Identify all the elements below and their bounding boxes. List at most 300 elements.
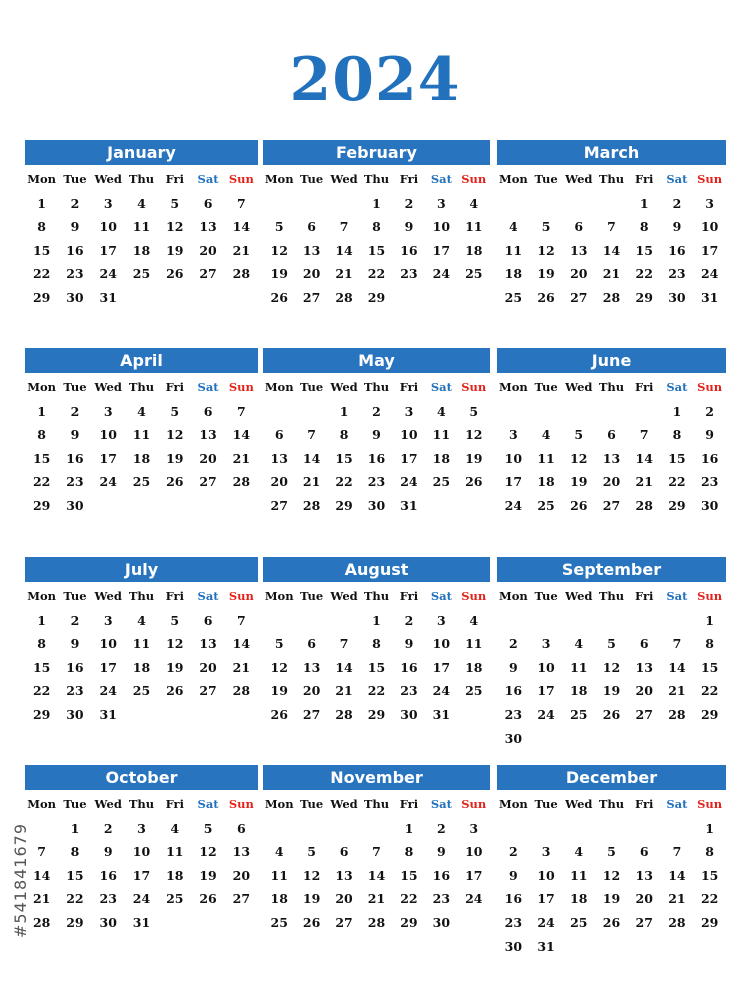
day-cell: 4 [509, 219, 518, 235]
weekday-label: Sun [697, 380, 723, 394]
day-cell: 14 [668, 659, 686, 675]
empty-cell [661, 817, 694, 841]
day-cell: 15 [668, 450, 686, 466]
day-cell: 1 [37, 195, 46, 211]
day-cell: 22 [32, 266, 51, 282]
day-cell: 25 [504, 289, 523, 305]
empty-cell [263, 817, 295, 841]
day-cell: 30 [432, 914, 451, 930]
weekday-label: Wed [565, 172, 593, 186]
day-cell: 7 [339, 636, 349, 652]
day-cell: 2 [70, 195, 80, 211]
day-cell: 26 [602, 706, 621, 722]
weekday-label: Mon [264, 589, 294, 603]
day-cell: 30 [66, 497, 84, 513]
day-cell: 4 [137, 195, 146, 211]
month-header: October [25, 765, 258, 790]
day-cell: 11 [132, 636, 151, 652]
month-february [263, 140, 490, 310]
day-cell: 7 [236, 612, 246, 628]
weekday-label: Sun [461, 797, 487, 811]
day-cell: 8 [37, 427, 46, 443]
day-cell: 12 [166, 427, 184, 443]
month-october [25, 765, 258, 935]
day-cell: 24 [99, 683, 117, 699]
day-cell: 2 [705, 403, 714, 419]
day-cell: 26 [537, 289, 555, 305]
day-cell: 26 [166, 266, 184, 282]
day-cell: 1 [339, 403, 349, 419]
weekday-label: Thu [363, 797, 390, 811]
day-cell: 13 [302, 659, 321, 675]
weekday-label: Fri [165, 797, 184, 811]
day-cell: 25 [465, 266, 483, 282]
empty-cell [661, 609, 694, 633]
day-cell: 17 [504, 474, 523, 490]
empty-cell [328, 609, 360, 633]
day-cell: 14 [367, 867, 386, 883]
day-cell: 9 [672, 219, 682, 235]
weekday-label: Sat [430, 172, 452, 186]
day-cell: 10 [432, 636, 451, 652]
day-cell: 13 [635, 659, 653, 675]
day-cell: 14 [602, 242, 621, 258]
day-cell: 15 [367, 242, 386, 258]
day-cell: 5 [574, 427, 584, 443]
day-cell: 10 [99, 219, 117, 235]
day-cell: 9 [404, 219, 414, 235]
day-cell: 2 [372, 403, 381, 419]
day-cell: 21 [668, 683, 686, 699]
day-cell: 29 [700, 914, 719, 930]
day-cell: 29 [635, 289, 653, 305]
weekday-label: Thu [598, 172, 625, 186]
day-cell: 9 [509, 659, 518, 675]
day-cell: 25 [270, 914, 288, 930]
day-cell: 9 [70, 219, 80, 235]
weekday-label: Thu [598, 797, 625, 811]
month-december [497, 765, 726, 958]
day-cell: 28 [635, 497, 653, 513]
day-cell: 14 [232, 427, 251, 443]
empty-cell [263, 192, 295, 216]
day-cell: 12 [270, 242, 288, 258]
day-cell: 22 [66, 891, 84, 907]
day-cell: 1 [37, 403, 46, 419]
day-cell: 4 [541, 427, 551, 443]
day-grid [25, 376, 258, 518]
weekday-label: Thu [598, 589, 625, 603]
day-cell: 26 [166, 474, 184, 490]
day-cell: 26 [570, 497, 588, 513]
day-cell: 26 [270, 289, 288, 305]
day-cell: 19 [166, 659, 184, 675]
weekday-label: Mon [264, 172, 294, 186]
day-cell: 23 [432, 891, 451, 907]
weekday-label: Wed [94, 380, 122, 394]
weekday-label: Fri [635, 380, 654, 394]
day-cell: 2 [70, 612, 80, 628]
weekday-label: Tue [534, 380, 558, 394]
day-cell: 20 [270, 474, 288, 490]
day-cell: 23 [66, 266, 84, 282]
weekday-label: Tue [300, 797, 324, 811]
day-cell: 4 [574, 844, 584, 860]
day-cell: 24 [400, 474, 418, 490]
day-cell: 5 [203, 820, 213, 836]
day-cell: 20 [570, 266, 588, 282]
day-cell: 1 [372, 612, 381, 628]
day-cell: 12 [166, 636, 184, 652]
weekday-label: Wed [330, 589, 358, 603]
day-cell: 15 [66, 867, 84, 883]
day-cell: 30 [504, 730, 523, 746]
day-cell: 23 [99, 891, 117, 907]
day-cell: 28 [232, 266, 251, 282]
day-cell: 12 [199, 844, 217, 860]
day-cell: 8 [37, 219, 46, 235]
empty-cell [295, 192, 327, 216]
day-cell: 5 [307, 844, 316, 860]
day-cell: 18 [570, 683, 588, 699]
day-cell: 3 [404, 403, 414, 419]
day-cell: 17 [99, 450, 117, 466]
day-cell: 6 [639, 636, 649, 652]
empty-cell [595, 400, 628, 424]
day-cell: 9 [705, 427, 714, 443]
day-cell: 16 [432, 867, 451, 883]
weekday-label: Sun [461, 172, 487, 186]
empty-cell [530, 192, 563, 216]
day-cell: 27 [232, 891, 251, 907]
weekday-label: Mon [264, 797, 294, 811]
day-grid [497, 585, 726, 750]
day-cell: 11 [570, 659, 588, 675]
day-cell: 20 [635, 683, 653, 699]
day-cell: 1 [37, 612, 46, 628]
day-cell: 27 [602, 497, 621, 513]
day-cell: 7 [339, 219, 349, 235]
day-cell: 7 [236, 403, 246, 419]
day-cell: 14 [232, 636, 251, 652]
day-cell: 21 [232, 659, 251, 675]
weekday-label: Mon [498, 589, 528, 603]
day-cell: 6 [203, 195, 213, 211]
weekday-label: Thu [128, 589, 155, 603]
day-cell: 19 [570, 474, 588, 490]
month-header: February [263, 140, 490, 165]
month-may [263, 348, 490, 518]
weekday-label: Wed [94, 172, 122, 186]
day-cell: 24 [465, 891, 483, 907]
empty-cell [497, 817, 530, 841]
day-cell: 29 [335, 497, 353, 513]
day-cell: 2 [103, 820, 113, 836]
day-grid [25, 168, 258, 310]
day-cell: 19 [302, 891, 321, 907]
weekday-label: Tue [300, 172, 324, 186]
weekday-label: Mon [498, 172, 528, 186]
weekday-label: Sun [461, 589, 487, 603]
day-grid [263, 168, 490, 310]
empty-cell [595, 192, 628, 216]
day-grid [497, 168, 726, 310]
day-cell: 7 [672, 844, 682, 860]
day-cell: 26 [602, 914, 621, 930]
day-cell: 13 [570, 242, 588, 258]
day-cell: 7 [37, 844, 46, 860]
month-header: June [497, 348, 726, 373]
day-cell: 5 [274, 219, 284, 235]
day-cell: 28 [335, 706, 353, 722]
day-cell: 2 [70, 403, 80, 419]
day-cell: 11 [504, 242, 523, 258]
day-cell: 16 [66, 659, 84, 675]
day-cell: 11 [465, 219, 483, 235]
day-cell: 31 [132, 914, 151, 930]
day-cell: 9 [70, 636, 80, 652]
day-cell: 9 [70, 427, 80, 443]
day-cell: 4 [437, 403, 446, 419]
day-cell: 5 [607, 844, 616, 860]
weekday-label: Thu [128, 797, 155, 811]
day-cell: 29 [668, 497, 686, 513]
month-header: September [497, 557, 726, 582]
day-cell: 30 [66, 289, 84, 305]
weekday-label: Mon [27, 172, 57, 186]
day-cell: 7 [372, 844, 381, 860]
day-cell: 24 [700, 266, 719, 282]
empty-cell [530, 400, 563, 424]
empty-cell [595, 609, 628, 633]
month-january [25, 140, 258, 310]
day-cell: 30 [66, 706, 84, 722]
weekday-label: Tue [534, 797, 558, 811]
day-cell: 14 [232, 219, 251, 235]
day-cell: 15 [700, 659, 719, 675]
day-cell: 21 [232, 450, 251, 466]
day-cell: 21 [367, 891, 386, 907]
day-cell: 4 [469, 612, 479, 628]
day-cell: 27 [270, 497, 288, 513]
weekday-label: Wed [565, 589, 593, 603]
day-cell: 23 [367, 474, 386, 490]
day-cell: 21 [32, 891, 51, 907]
day-cell: 27 [199, 474, 217, 490]
weekday-label: Fri [635, 172, 654, 186]
day-cell: 10 [700, 219, 719, 235]
weekday-label: Fri [165, 589, 184, 603]
day-cell: 10 [99, 636, 117, 652]
day-cell: 24 [432, 266, 451, 282]
day-cell: 24 [504, 497, 523, 513]
day-cell: 8 [37, 636, 46, 652]
day-cell: 4 [170, 820, 180, 836]
weekday-label: Wed [565, 797, 593, 811]
day-cell: 27 [335, 914, 353, 930]
day-cell: 18 [465, 659, 483, 675]
day-cell: 2 [509, 636, 518, 652]
day-cell: 25 [570, 706, 588, 722]
day-cell: 18 [432, 450, 451, 466]
weekday-label: Thu [363, 172, 390, 186]
day-cell: 29 [32, 289, 51, 305]
day-cell: 10 [400, 427, 418, 443]
month-header: March [497, 140, 726, 165]
weekday-label: Wed [94, 589, 122, 603]
day-cell: 27 [302, 289, 321, 305]
weekday-label: Tue [63, 589, 87, 603]
weekday-label: Fri [399, 589, 419, 603]
day-cell: 1 [672, 403, 682, 419]
month-header: December [497, 765, 726, 790]
day-cell: 3 [541, 636, 551, 652]
month-header: July [25, 557, 258, 582]
weekday-label: Mon [27, 589, 57, 603]
weekday-label: Fri [635, 589, 654, 603]
day-cell: 9 [103, 844, 113, 860]
day-cell: 8 [705, 636, 714, 652]
day-cell: 5 [170, 612, 180, 628]
day-cell: 6 [203, 612, 213, 628]
day-cell: 31 [99, 706, 117, 722]
weekday-label: Sun [697, 172, 723, 186]
day-cell: 11 [570, 867, 588, 883]
day-cell: 8 [404, 844, 414, 860]
day-cell: 26 [270, 706, 288, 722]
day-cell: 18 [132, 242, 151, 258]
day-cell: 2 [509, 844, 518, 860]
day-cell: 2 [404, 612, 414, 628]
day-cell: 12 [302, 867, 321, 883]
day-cell: 24 [537, 914, 555, 930]
day-cell: 15 [635, 242, 653, 258]
day-cell: 11 [132, 219, 151, 235]
day-cell: 5 [541, 219, 551, 235]
day-cell: 29 [66, 914, 84, 930]
day-cell: 21 [302, 474, 321, 490]
weekday-label: Sun [461, 380, 487, 394]
day-cell: 20 [335, 891, 353, 907]
weekday-label: Fri [635, 797, 654, 811]
month-august [263, 557, 490, 727]
day-cell: 3 [541, 844, 551, 860]
day-cell: 3 [103, 195, 113, 211]
weekday-label: Tue [63, 172, 87, 186]
day-cell: 8 [339, 427, 349, 443]
weekday-label: Tue [534, 172, 558, 186]
day-cell: 25 [432, 474, 451, 490]
day-cell: 28 [367, 914, 386, 930]
weekday-label: Sun [228, 172, 254, 186]
day-cell: 27 [199, 683, 217, 699]
day-cell: 18 [132, 659, 151, 675]
day-cell: 10 [537, 867, 555, 883]
weekday-label: Sat [430, 589, 452, 603]
day-cell: 3 [705, 195, 714, 211]
day-cell: 24 [537, 706, 555, 722]
day-cell: 31 [99, 289, 117, 305]
day-cell: 23 [66, 474, 84, 490]
day-cell: 6 [307, 219, 316, 235]
day-cell: 6 [339, 844, 349, 860]
day-cell: 9 [509, 867, 518, 883]
day-cell: 12 [602, 659, 621, 675]
day-cell: 4 [469, 195, 479, 211]
day-cell: 9 [404, 636, 414, 652]
weekday-label: Fri [165, 380, 184, 394]
weekday-label: Thu [598, 380, 625, 394]
weekday-label: Sun [697, 797, 723, 811]
day-cell: 18 [132, 450, 151, 466]
day-cell: 26 [465, 474, 483, 490]
day-cell: 22 [32, 474, 51, 490]
day-grid [263, 793, 490, 935]
day-cell: 2 [404, 195, 414, 211]
day-cell: 23 [400, 266, 418, 282]
day-cell: 4 [137, 403, 146, 419]
empty-cell [360, 817, 392, 841]
day-cell: 1 [404, 820, 414, 836]
day-cell: 12 [602, 867, 621, 883]
day-cell: 13 [199, 219, 217, 235]
day-cell: 4 [137, 612, 146, 628]
day-cell: 6 [274, 427, 284, 443]
day-cell: 19 [166, 242, 184, 258]
day-grid [263, 376, 490, 518]
day-cell: 13 [270, 450, 288, 466]
day-cell: 29 [367, 706, 386, 722]
day-cell: 18 [537, 474, 555, 490]
day-cell: 12 [570, 450, 588, 466]
empty-cell [328, 192, 360, 216]
day-cell: 16 [700, 450, 719, 466]
day-cell: 4 [574, 636, 584, 652]
month-september [497, 557, 726, 750]
day-cell: 25 [465, 683, 483, 699]
day-cell: 15 [32, 659, 51, 675]
day-cell: 20 [199, 450, 217, 466]
day-cell: 30 [99, 914, 117, 930]
day-cell: 1 [372, 195, 381, 211]
weekday-label: Wed [565, 380, 593, 394]
day-cell: 19 [199, 867, 217, 883]
day-cell: 23 [504, 706, 523, 722]
day-cell: 29 [400, 914, 418, 930]
day-cell: 11 [432, 427, 451, 443]
month-header: May [263, 348, 490, 373]
day-cell: 31 [400, 497, 418, 513]
day-cell: 14 [335, 242, 353, 258]
day-cell: 17 [132, 867, 151, 883]
day-cell: 17 [432, 659, 451, 675]
day-grid [25, 793, 258, 935]
day-cell: 3 [469, 820, 479, 836]
day-grid [497, 376, 726, 518]
empty-cell [628, 400, 661, 424]
day-cell: 25 [166, 891, 184, 907]
empty-cell [628, 609, 661, 633]
day-cell: 1 [705, 820, 714, 836]
day-cell: 1 [705, 612, 714, 628]
day-cell: 24 [432, 683, 451, 699]
day-cell: 26 [166, 683, 184, 699]
day-cell: 27 [302, 706, 321, 722]
day-cell: 22 [635, 266, 653, 282]
day-cell: 1 [639, 195, 649, 211]
weekday-label: Sat [666, 589, 688, 603]
day-cell: 20 [302, 266, 321, 282]
